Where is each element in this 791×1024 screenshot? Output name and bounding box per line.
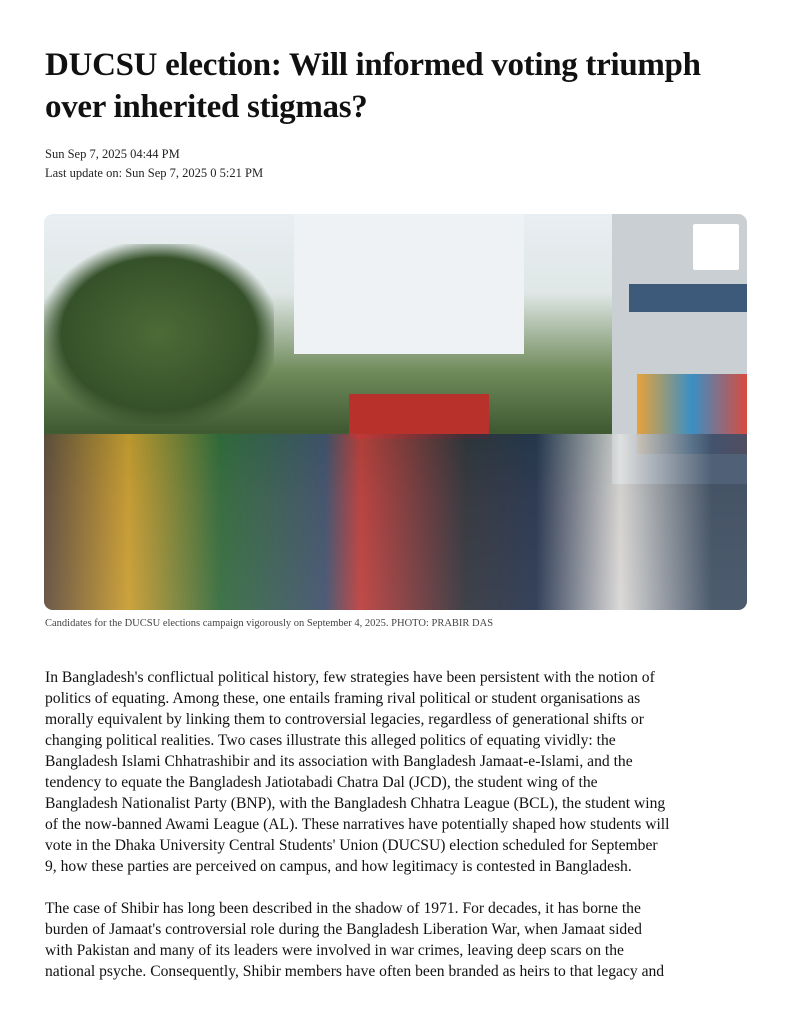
text-line: politics of equating. Among these, one entails framing rival political or student organisations as xyxy=(45,690,641,707)
text-line: burden of Jamaat's controversial role during the Bangladesh Liberation War, when Jamaat sided xyxy=(45,921,642,938)
article-title xyxy=(45,44,765,128)
text-line: vote in the Dhaka University Central Students' Union (DUCSU) election scheduled for September xyxy=(45,837,658,854)
article-photo xyxy=(44,214,747,610)
title-line: DUCSU election: Will informed voting triumph xyxy=(45,47,701,83)
photo-sky xyxy=(294,214,524,354)
text-line: Bangladesh Islami Chhatrashibir and its association with Bangladesh Jamaat-e-Islami, and the xyxy=(45,753,633,770)
photo-overlay-box xyxy=(693,224,739,270)
text-line: Bangladesh Nationalist Party (BNP), with the Bangladesh Chhatra League (BCL), the student wing xyxy=(45,795,666,812)
text-line: In Bangladesh's conflictual political history, few strategies have been persistent with the notion of xyxy=(45,669,655,686)
text-line: tendency to equate the Bangladesh Jatiotabadi Chatra Dal (JCD), the student wing of the xyxy=(45,774,598,791)
published-date: Sun Sep 7, 2025 04:44 PM xyxy=(45,147,180,161)
paragraph-2 xyxy=(45,898,664,982)
text-line: The case of Shibir has long been described in the shadow of 1971. For decades, it has borne the xyxy=(45,900,641,917)
text-line: 9, how these parties are perceived on campus, and how legitimacy is contested in Bangladesh. xyxy=(45,858,632,875)
photo-caption: Candidates for the DUCSU elections campaign vigorously on September 4, 2025. PHOTO: PRABIR DAS xyxy=(45,618,494,629)
text-line: morally equivalent by linking them to controversial legacies, regardless of generational shifts or xyxy=(45,711,644,728)
paragraph-1 xyxy=(45,667,669,877)
photo-red-wall xyxy=(349,394,489,439)
photo-trees xyxy=(44,244,274,424)
photo-sign xyxy=(629,284,747,312)
text-line: with Pakistan and many of its leaders were involved in war crimes, leaving deep scars on the xyxy=(45,942,624,959)
last-update-date: Last update on: Sun Sep 7, 2025 0 5:21 PM xyxy=(45,166,264,180)
text-line: changing political realities. Two cases illustrate this alleged politics of equating vividly: the xyxy=(45,732,616,749)
text-line: national psyche. Consequently, Shibir members have often been branded as heirs to that legacy and xyxy=(45,963,665,980)
text-line: of the now-banned Awami League (AL). These narratives have potentially shaped how students will xyxy=(45,816,670,833)
title-line: over inherited stigmas? xyxy=(45,89,368,125)
photo-crowd xyxy=(44,434,747,610)
